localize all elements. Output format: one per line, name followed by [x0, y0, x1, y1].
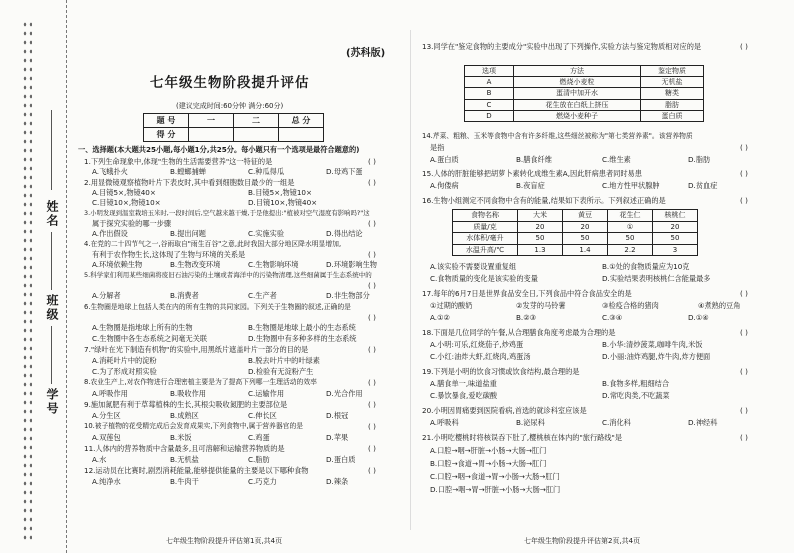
option[interactable]: C.地方性甲状腺肿: [602, 181, 660, 190]
option[interactable]: B.口腔→食道→胃→小肠→大肠→肛门: [430, 459, 547, 468]
question-19-options: [430, 391, 670, 401]
table-row: [465, 110, 704, 121]
option[interactable]: C.生物圈中各生态系统之间毫无关联: [92, 334, 208, 343]
table-cell: 50: [608, 233, 653, 245]
question-11-options: [92, 455, 355, 465]
question-7-options: [92, 356, 320, 366]
option[interactable]: A.呼吸作用: [92, 389, 128, 398]
answer-blank[interactable]: ( ): [740, 328, 748, 337]
question-8: 8.农业生产上,对农作物进行合理密植主要是为了提高下列哪一生理活动的效率: [84, 378, 317, 386]
page-divider: [410, 30, 411, 530]
table-header: 黄豆: [563, 210, 608, 222]
question-2: 2.用显微镜观察植物叶片下表皮时,其中看到细胞数目最少的一组是: [84, 178, 295, 187]
question-1: 1.下列生命现象中,体现"生物的生活需要营养"这一特征的是: [84, 157, 273, 166]
question-4-cont: 有利于农作物生长,这体现了生物与环境的关系是: [92, 250, 246, 259]
question-13-table: [464, 65, 704, 122]
question-17-options: [430, 313, 709, 323]
answer-blank[interactable]: ( ): [368, 400, 376, 409]
option[interactable]: D.得出结论: [326, 229, 363, 238]
question-3-cont: 属于探究实验的哪一步骤: [92, 219, 172, 228]
answer-blank[interactable]: ( ): [740, 196, 748, 205]
option[interactable]: C.维生素: [602, 155, 631, 164]
option[interactable]: C.生物影响环境: [248, 260, 299, 269]
option[interactable]: A.呼吸科: [430, 418, 459, 427]
table-row: [465, 88, 704, 99]
question-14-options: [430, 155, 710, 165]
table-cell: A: [465, 77, 514, 88]
table-cell: 20: [653, 221, 698, 233]
table-header: 方法: [514, 66, 641, 77]
option[interactable]: D.常吃肉类,不吃蔬菜: [602, 391, 670, 400]
option[interactable]: A.纯净水: [92, 477, 121, 486]
answer-blank[interactable]: ( ): [368, 281, 376, 290]
option[interactable]: B.泌尿科: [516, 418, 545, 427]
score-header-cell: 一: [189, 114, 234, 128]
table-cell: B: [465, 88, 514, 99]
table-cell: 质量/克: [453, 221, 518, 233]
answer-blank[interactable]: ( ): [740, 143, 748, 152]
option[interactable]: D.光合作用: [326, 389, 363, 398]
name-line: [51, 110, 52, 190]
option[interactable]: D.口腔→咽→胃→肝脏→小肠→大肠→肛门: [430, 485, 561, 494]
option[interactable]: B.目镜5×,物镜10×: [248, 188, 313, 197]
option[interactable]: A.消耗叶片中的淀粉: [92, 356, 157, 365]
question-7: 7."绿叶在光下制造有机物"的实验中,用黑纸片遮盖叶片一部分的目的是: [84, 345, 309, 354]
table-cell: 燃烧小麦种子: [514, 110, 641, 121]
question-6-options: [92, 323, 356, 333]
table-cell: 花生放在白纸上挤压: [514, 99, 641, 110]
option[interactable]: D.根冠: [326, 411, 349, 420]
table-cell: ①: [608, 221, 653, 233]
question-9-options: [92, 411, 348, 421]
question-20-options: [430, 418, 717, 428]
score-header-cell: 二: [234, 114, 279, 128]
question-17-items: [430, 301, 740, 311]
table-cell: 水温升高/℃: [453, 244, 518, 256]
score-row-label: 得 分: [144, 128, 189, 142]
option[interactable]: A.双莲包: [92, 433, 121, 442]
table-cell: 脂肪: [641, 99, 704, 110]
table-cell: 20: [563, 221, 608, 233]
question-12-options: [92, 477, 348, 487]
option[interactable]: D.贫血症: [688, 181, 718, 190]
question-3-options: [92, 229, 363, 239]
option[interactable]: B.夜盲症: [516, 181, 545, 190]
page-footer-right: 七年级生物阶段提升评估第2页,共4页: [524, 537, 641, 545]
answer-blank[interactable]: ( ): [740, 169, 748, 178]
table-header: 花生仁: [608, 210, 653, 222]
table-cell: C: [465, 99, 514, 110]
option[interactable]: A.口腔→咽→肝脏→小肠→大肠→肛门: [430, 446, 547, 455]
option[interactable]: C.消化科: [602, 418, 631, 427]
option[interactable]: C.食物质量的变化是该实验的变量: [430, 274, 538, 283]
option[interactable]: C.生产者: [248, 291, 277, 300]
option[interactable]: A.作出假设: [92, 229, 128, 238]
option[interactable]: D.①④: [688, 313, 709, 322]
option[interactable]: A.分解者: [92, 291, 121, 300]
table-row: [453, 221, 698, 233]
score-table: [143, 113, 324, 142]
answer-blank[interactable]: ( ): [740, 289, 748, 298]
option[interactable]: B.脱去叶片中的叶绿素: [248, 356, 320, 365]
answer-blank[interactable]: ( ): [368, 378, 376, 387]
question-11: 11.人体内的营养物质中含量最多,且可溶解和运输营养物质的是: [84, 444, 285, 453]
option[interactable]: C.实施实验: [248, 229, 285, 238]
option[interactable]: C.种瓜得瓜: [248, 167, 285, 176]
option[interactable]: B.无机盐: [170, 455, 199, 464]
option[interactable]: B.螳螂捕蝉: [170, 167, 206, 176]
option[interactable]: A.生物圈是指地球上所有的生物: [92, 323, 193, 332]
option[interactable]: A.膳食单一,味道盐重: [430, 379, 497, 388]
option[interactable]: B.提出问题: [170, 229, 206, 238]
option[interactable]: C.脂肪: [248, 455, 270, 464]
table-row: [453, 233, 698, 245]
question-14-cont: 是指: [430, 143, 445, 152]
answer-blank[interactable]: ( ): [368, 444, 376, 453]
question-15: 15.人体的肝脏能够把胡萝卜素转化成维生素A,因此肝病患者同时易患: [422, 169, 642, 178]
option[interactable]: D.蛋白质: [326, 455, 356, 464]
answer-blank[interactable]: ( ): [368, 466, 376, 475]
option[interactable]: D.环境影响生物: [326, 260, 377, 269]
answer-blank[interactable]: ( ): [740, 406, 748, 415]
question-16-options: [430, 274, 710, 284]
question-4-options: [92, 260, 377, 270]
statement: ③检疫合格的猪肉: [602, 301, 659, 310]
table-header: 食物名称: [453, 210, 518, 222]
option[interactable]: D.目镜10×,物镜40×: [248, 198, 318, 207]
answer-blank[interactable]: ( ): [740, 433, 748, 442]
question-2-options: [92, 198, 317, 208]
option[interactable]: B.②③: [516, 313, 537, 322]
question-4: 4.在党的二十四节气之一,谷雨取自"雨生百谷"之意,此时我国大部分地区降水明显增加,: [84, 240, 342, 248]
table-cell: 20: [518, 221, 563, 233]
option[interactable]: B.米饭: [170, 433, 192, 442]
option[interactable]: D.检验有无淀粉产生: [248, 367, 314, 376]
class-line: [51, 232, 52, 290]
answer-blank[interactable]: ( ): [368, 178, 376, 187]
table-cell: 1.3: [518, 244, 563, 256]
table-header: 核桃仁: [653, 210, 698, 222]
option[interactable]: D.生物圈中有多种多样的生态系统: [248, 334, 357, 343]
table-cell: 3: [653, 244, 698, 256]
option[interactable]: C.为了形成对照实验: [92, 367, 157, 376]
score-header-cell: 总 分: [279, 114, 324, 128]
question-8-options: [92, 389, 363, 399]
page-title: 七年级生物阶段提升评估: [150, 75, 310, 91]
table-cell: 蛋白质: [641, 110, 704, 121]
question-21: 21.小明吃樱桃时将核误吞下肚了,樱桃核在体内的"旅行路线"是: [422, 433, 623, 442]
question-16: 16.生物小组测定不同食物中含有的能量,结果如下表所示。下列叙述正确的是: [422, 196, 666, 205]
answer-blank[interactable]: ( ): [368, 157, 376, 166]
option[interactable]: B.牛肉干: [170, 477, 199, 486]
answer-blank[interactable]: ( ): [368, 313, 376, 322]
option[interactable]: A.蛋白质: [430, 155, 459, 164]
option[interactable]: A.环境依赖生物: [92, 260, 143, 269]
table-header: 鉴定物质: [641, 66, 704, 77]
question-16-table: [452, 209, 698, 256]
question-6-options: [92, 334, 356, 344]
answer-blank[interactable]: ( ): [740, 367, 748, 376]
question-9: 9.施加氮肥有利于草莓植株的生长,其根尖吸收氮肥的主要部位是: [84, 400, 288, 409]
binding-dots: [22, 20, 32, 540]
option[interactable]: A.小明:可乐,红烧茄子,炒鸡蛋: [430, 340, 524, 349]
question-1-options: [92, 167, 363, 177]
question-2-options: [92, 188, 312, 198]
answer-blank[interactable]: ( ): [368, 250, 376, 259]
option[interactable]: B.食物多样,粗细结合: [602, 379, 670, 388]
option[interactable]: C.口腔→咽→食道→胃→小肠→大肠→肛门: [430, 472, 560, 481]
question-15-options: [430, 181, 717, 191]
question-18: 18.下面是几位同学的午餐,从合理膳食角度考虑最为合理的是: [422, 328, 616, 337]
table-cell: 50: [563, 233, 608, 245]
option[interactable]: C.巧克力: [248, 477, 277, 486]
option[interactable]: C.小红:油炸大虾,红烧肉,鸡蛋汤: [430, 352, 531, 361]
table-cell: 2.2: [608, 244, 653, 256]
option[interactable]: A.飞蛾扑火: [92, 167, 128, 176]
option[interactable]: D.脂肪: [688, 155, 711, 164]
table-cell: 50: [653, 233, 698, 245]
question-18-options: [430, 352, 710, 362]
table-cell: 水体积/毫升: [453, 233, 518, 245]
page-footer-left: 七年级生物阶段提升评估第1页,共4页: [166, 537, 283, 545]
score-input-cell[interactable]: [189, 128, 234, 142]
score-input-cell[interactable]: [279, 128, 324, 142]
question-7-options: [92, 367, 313, 377]
question-12: 12.运动员在比赛时,剧烈消耗能量,能够提供能量的主要是以下哪种食物: [84, 466, 309, 475]
question-10-options: [92, 433, 348, 443]
question-13: 13.同学在"鉴定食物的主要成分"实验中出现了下列操作,实验方法与鉴定物质相对应的是: [422, 42, 702, 51]
option[interactable]: B.小华:清炒菠菜,咖啡牛肉,米饭: [602, 340, 703, 349]
name-label: 姓名: [45, 200, 59, 228]
table-header: 大米: [518, 210, 563, 222]
id-label: 学号: [45, 388, 59, 416]
option[interactable]: A.目镜5×,物镜40×: [92, 188, 156, 197]
option[interactable]: A.分生区: [92, 411, 121, 420]
binding-margin: [0, 0, 67, 553]
statement: ②发芽的马铃薯: [516, 301, 566, 310]
table-cell: 1.4: [563, 244, 608, 256]
option[interactable]: B.生物圈是地球上最小的生态系统: [248, 323, 356, 332]
option[interactable]: A.①②: [430, 313, 450, 322]
answer-blank[interactable]: ( ): [368, 422, 376, 431]
question-17: 17.每年的6月7日是世界食品安全日,下列食品中符合食品安全的是: [422, 289, 632, 298]
question-16-options: [430, 262, 690, 272]
question-10: 10.被子植物的花受精完成后会发育成果实,下列食物中,属于营养器官的是: [84, 422, 304, 430]
statement: ④煮熟的豆角: [698, 301, 741, 310]
option[interactable]: C.③④: [602, 313, 623, 322]
option[interactable]: D.小丽:油炸鸡腿,炸牛肉,炸方便面: [602, 352, 711, 361]
question-19-options: [430, 379, 669, 389]
table-cell: 燃烧小麦粒: [514, 77, 641, 88]
table-cell: D: [465, 110, 514, 121]
answer-blank[interactable]: ( ): [368, 219, 376, 228]
question-14: 14.芹菜、粗粮、玉米等食物中含有许多纤维,这些细丝被称为"第七类营养素"。该营养物质: [422, 132, 693, 140]
score-header-cell: 题 号: [144, 114, 189, 128]
option[interactable]: B.生物改变环境: [170, 260, 221, 269]
option[interactable]: C.运输作用: [248, 389, 285, 398]
option[interactable]: B.消费者: [170, 291, 199, 300]
option[interactable]: C.目镜10×,物镜10×: [92, 198, 161, 207]
option[interactable]: B.膳食纤维: [516, 155, 552, 164]
table-row: [465, 77, 704, 88]
question-20: 20.小明因胃痛要到医院看病,首选的就诊科室应该是: [422, 406, 587, 415]
section-1-heading: 一、选择题(本大题共25小题,每小题1分,共25分。每小题只有一个选项是最符合题意的): [78, 145, 360, 154]
table-row: [465, 99, 704, 110]
time-and-score-info: (建议完成时间:60分钟 满分:60分): [176, 102, 284, 110]
table-cell: 50: [518, 233, 563, 245]
question-18-options: [430, 340, 702, 350]
question-3: 3.小明发现到温室栽培玉米时,一段时间后,空气越来越干燥,于是他提出:"植被对空气湿度有影响吗?"这: [84, 209, 370, 217]
option[interactable]: D.苹果: [326, 433, 349, 442]
option[interactable]: B.①处的食物质量应为10克: [602, 262, 690, 271]
table-cell: 无机盐: [641, 77, 704, 88]
id-line: [51, 326, 52, 384]
statement: ①过期的酸奶: [430, 301, 473, 310]
option[interactable]: B.吸收作用: [170, 389, 206, 398]
table-row: [453, 244, 698, 256]
option[interactable]: D.实验结果表明核桃仁含能量最多: [602, 274, 711, 283]
option[interactable]: C.暴饮暴食,爱吃碳酸: [430, 391, 498, 400]
option[interactable]: D.神经科: [688, 418, 718, 427]
question-5-options: [92, 291, 370, 301]
option[interactable]: B.成熟区: [170, 411, 199, 420]
option[interactable]: D.辣条: [326, 477, 349, 486]
class-label: 班级: [45, 294, 59, 322]
table-cell: 蛋清中加开水: [514, 88, 641, 99]
option[interactable]: D.母鸡下蛋: [326, 167, 363, 176]
answer-blank[interactable]: ( ): [740, 42, 748, 51]
question-5: 5.科学家们利用某些细菌将废旧石油污染的土壤或者海洋中的污染物清理,这些细菌属于生态系统中的: [84, 271, 372, 279]
table-header: 选项: [465, 66, 514, 77]
option[interactable]: A.佝偻病: [430, 181, 459, 190]
edition-label: (苏科版): [346, 48, 386, 59]
option[interactable]: D.非生物部分: [326, 291, 370, 300]
question-19: 19.下列是小明的饮食习惯或饮食结构,最合理的是: [422, 367, 580, 376]
answer-blank[interactable]: ( ): [368, 345, 376, 354]
option[interactable]: A.该实验不需要设置重复组: [430, 262, 517, 271]
option[interactable]: C.伸长区: [248, 411, 277, 420]
table-cell: 糖类: [641, 88, 704, 99]
question-6: 6.生物圈是地球上包括人类在内的所有生物的共同家园。下列关于生物圈的叙述,正确的是: [84, 303, 351, 311]
score-input-cell[interactable]: [234, 128, 279, 142]
option[interactable]: A.水: [92, 455, 107, 464]
option[interactable]: C.鸡蛋: [248, 433, 270, 442]
